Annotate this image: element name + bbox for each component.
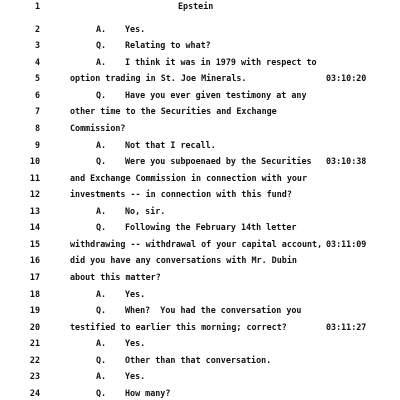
line-text: investments -- in connection with this fund? <box>70 189 292 200</box>
line-text: about this matter? <box>70 271 161 282</box>
transcript-line <box>0 336 400 350</box>
line-text: did you have any conversations with Mr. Dubin <box>70 255 297 266</box>
line-text: Commission? <box>70 123 126 133</box>
line-text: I think it was in 1979 with respect to <box>125 56 317 67</box>
transcript-line <box>0 71 400 85</box>
question-label: Q. <box>96 89 107 100</box>
line-number: 21 <box>29 338 40 349</box>
question-label: Q. <box>96 222 107 233</box>
line-number: 1 <box>34 1 40 11</box>
line-number: 2 <box>34 23 40 34</box>
line-number: 17 <box>29 271 40 282</box>
transcript-line <box>0 237 400 251</box>
line-text: Were you subpoenaed by the Securities <box>125 156 312 167</box>
line-text: Following the February 14th letter <box>125 222 297 233</box>
answer-label: A. <box>96 205 107 216</box>
line-text: and Exchange Commission in connection with your <box>70 172 307 183</box>
line-text: Not that I recall. <box>125 139 216 150</box>
line-number: 14 <box>29 222 40 233</box>
line-number: 9 <box>34 139 40 150</box>
line-number: 18 <box>29 288 40 299</box>
line-text: other time to the Securities and Exchange <box>70 106 277 117</box>
line-text: How many? <box>125 387 171 398</box>
transcript-line <box>0 171 400 185</box>
transcript-line <box>0 369 400 383</box>
transcript-line <box>0 204 400 218</box>
line-number: 7 <box>34 106 40 117</box>
timestamp: 03:11:27 <box>326 321 367 332</box>
transcript-line <box>0 154 400 168</box>
timestamp: 03:10:38 <box>326 156 367 167</box>
transcript-line <box>0 138 400 152</box>
line-text: No, sir. <box>125 205 166 216</box>
line-number: 6 <box>34 89 40 100</box>
line-text: Relating to what? <box>125 40 211 51</box>
transcript-line <box>0 253 400 267</box>
line-number: 19 <box>29 305 40 316</box>
question-label: Q. <box>96 156 107 167</box>
line-number: 13 <box>29 205 40 216</box>
transcript-line <box>0 220 400 234</box>
question-label: Q. <box>96 305 107 316</box>
line-number: 4 <box>34 56 40 67</box>
timestamp: 03:11:09 <box>326 238 367 249</box>
line-text: option trading in St. Joe Minerals. <box>70 73 247 84</box>
transcript-line <box>0 55 400 69</box>
line-number: 10 <box>29 156 40 167</box>
transcript-line <box>0 22 400 36</box>
line-text: withdrawing -- withdrawal of your capital account, <box>70 238 323 249</box>
transcript-line <box>0 353 400 367</box>
question-label: Q. <box>96 40 107 51</box>
answer-label: A. <box>96 139 107 150</box>
transcript-line <box>0 121 400 135</box>
page-title: Epstein <box>178 1 214 11</box>
line-number: 16 <box>29 255 40 266</box>
transcript-line <box>0 287 400 301</box>
question-label: Q. <box>96 354 107 365</box>
transcript-line <box>0 303 400 317</box>
line-number: 12 <box>29 189 40 200</box>
answer-label: A. <box>96 338 107 349</box>
line-text: Other than that conversation. <box>125 354 272 365</box>
line-number: 22 <box>29 354 40 365</box>
line-text: testified to earlier this morning; correct? <box>70 321 287 332</box>
line-number: 23 <box>29 371 40 382</box>
line-number: 24 <box>29 387 40 398</box>
answer-label: A. <box>96 23 107 34</box>
line-text: Yes. <box>125 288 146 299</box>
timestamp: 03:10:20 <box>326 73 367 84</box>
line-number: 20 <box>29 321 40 332</box>
transcript-line <box>0 38 400 52</box>
transcript-line <box>0 386 400 400</box>
transcript-header <box>0 0 400 13</box>
line-number: 8 <box>34 123 40 133</box>
transcript-line <box>0 104 400 118</box>
transcript-line <box>0 88 400 102</box>
line-text: Yes. <box>125 23 146 34</box>
line-number: 3 <box>34 40 40 51</box>
answer-label: A. <box>96 371 107 382</box>
line-text: Have you ever given testimony at any <box>125 89 307 100</box>
answer-label: A. <box>96 56 107 67</box>
answer-label: A. <box>96 288 107 299</box>
transcript-line <box>0 270 400 284</box>
question-label: Q. <box>96 387 107 398</box>
transcript-line <box>0 320 400 334</box>
line-text: When? You had the conversation you <box>125 305 302 316</box>
line-number: 11 <box>29 172 40 183</box>
line-text: Yes. <box>125 371 146 382</box>
line-text: Yes. <box>125 338 146 349</box>
transcript-line <box>0 187 400 201</box>
line-number: 5 <box>34 73 40 84</box>
line-number: 15 <box>29 238 40 249</box>
